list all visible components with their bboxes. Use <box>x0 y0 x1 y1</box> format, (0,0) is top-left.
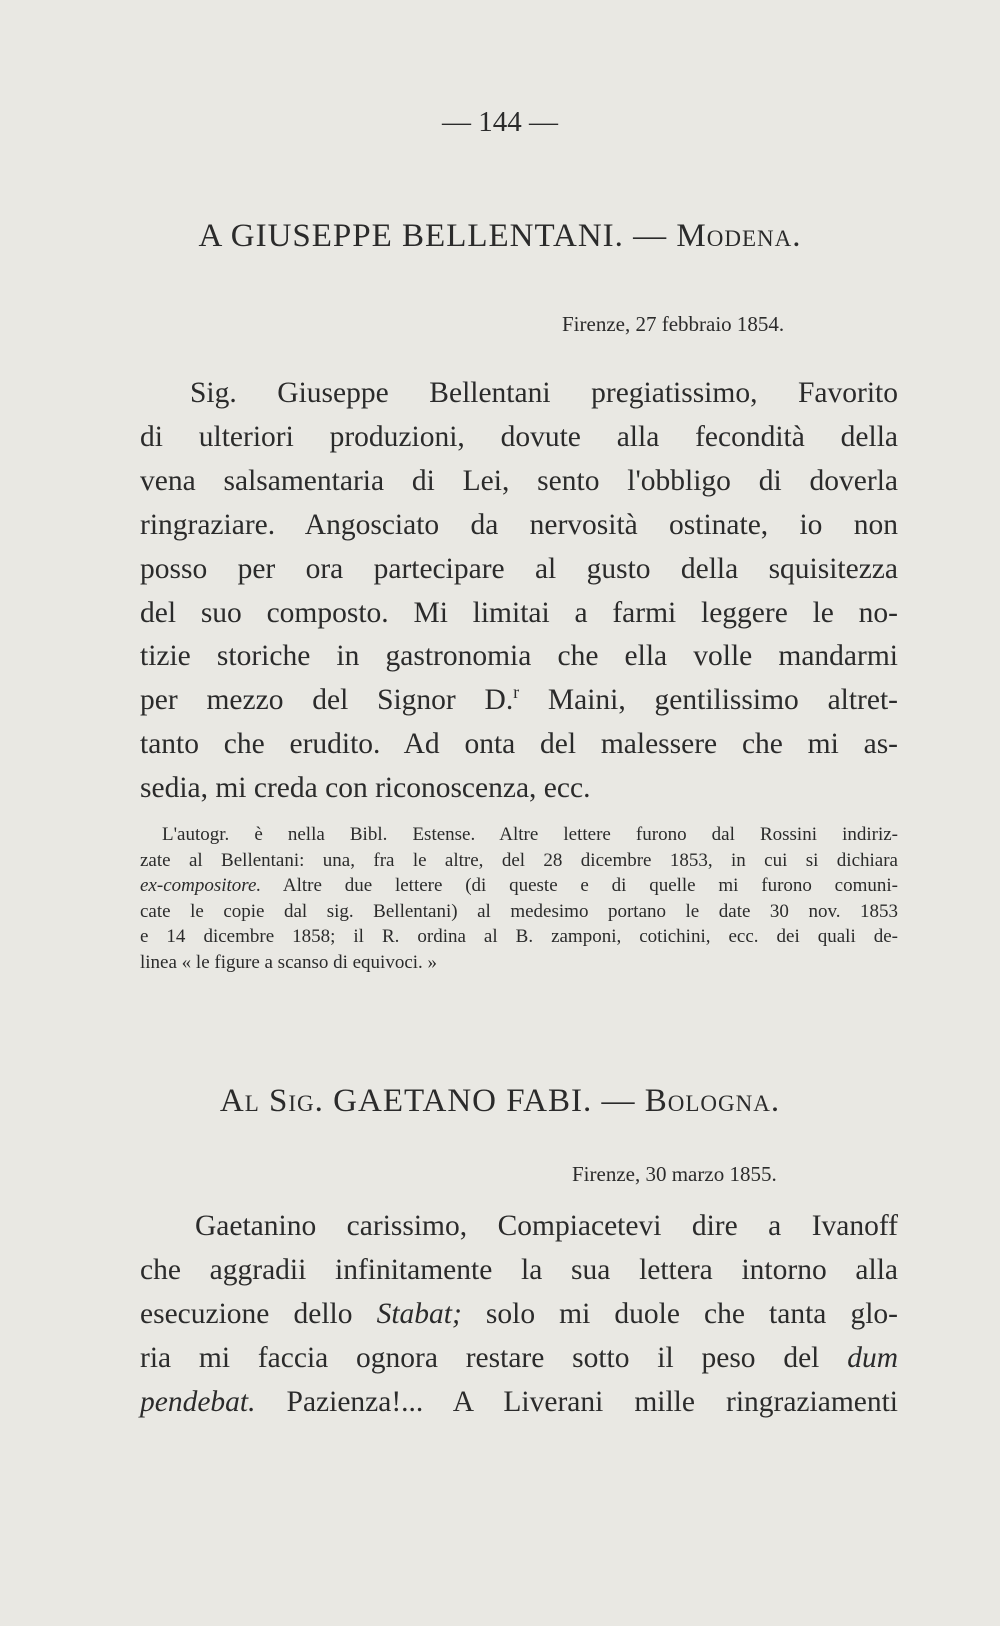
letter2-italic: dum <box>847 1341 898 1374</box>
letter1-line-part: per mezzo del Signor D. <box>140 684 514 717</box>
letter2-heading-recipient: GAETANO FABI. — <box>323 1083 645 1119</box>
letter1-date: Firenze, 27 febbraio 1854. <box>562 312 785 336</box>
superscript: r <box>513 682 520 703</box>
letter2-line: che aggradii infinitamente la sua lettera intorno alla <box>140 1253 898 1286</box>
footnote-line: e 14 dicembre 1858; il R. ordina al B. zamponi, cotichini, ecc. dei quali de- <box>140 926 898 948</box>
letter2-heading <box>0 1083 1000 1120</box>
letter2-line-part: solo mi duole che tanta glo- <box>461 1297 898 1330</box>
letter2-line-part: ria mi faccia ognora restare sotto il peso del <box>140 1341 848 1374</box>
letter2-heading-city: Bologna. <box>644 1083 781 1119</box>
letter1-line: Sig. Giuseppe Bellentani pregiatissimo, Favorito <box>190 377 898 409</box>
letter2-line: Gaetanino carissimo, Compiacetevi dire a Ivanoff <box>195 1210 898 1242</box>
letter2-line-part: esecuzione dello <box>140 1297 377 1330</box>
letter1-line: del suo composto. Mi limitai a farmi leggere le no- <box>140 596 898 629</box>
letter2-line-part: Pazienza!... A Liverani mille ringraziamenti <box>255 1385 898 1418</box>
letter1-line: posso per ora partecipare al gusto della squisitezza <box>140 552 898 585</box>
letter2-italic: Stabat; <box>376 1297 462 1330</box>
footnote-line: cate le copie dal sig. Bellentani) al medesimo portano le date 30 nov. 1853 <box>140 900 898 922</box>
letter1-line <box>140 679 898 723</box>
footnote-line: L'autogr. è nella Bibl. Estense. Altre lettere furono dal Rossini indiriz- <box>162 824 898 845</box>
letter2-line <box>140 1337 898 1381</box>
letter1-footnote <box>140 822 898 976</box>
letter2-body <box>140 1205 898 1425</box>
letter1-line: tizie storiche in gastronomia che ella volle mandarmi <box>140 640 898 673</box>
letter1-heading-city: Modena. <box>676 218 802 254</box>
footnote-line: linea « le figure a scanso di equivoci. » <box>140 951 438 973</box>
letter2-heading-salutation: Al Sig. <box>219 1083 324 1119</box>
letter2-italic: pendebat. <box>140 1385 256 1418</box>
letter2-line <box>140 1293 898 1337</box>
page-number: — 144 — <box>442 106 558 138</box>
letter2-line <box>140 1381 898 1425</box>
letter1-line: vena salsamentaria di Lei, sento l'obbligo di doverla <box>140 464 898 497</box>
letter1-body <box>140 372 898 811</box>
footnote-line: zate al Bellentani: una, fra le altre, del 28 dicembre 1853, in cui si dichiara <box>140 849 898 871</box>
letter1-line: sedia, mi creda con riconoscenza, ecc. <box>140 772 591 805</box>
letter1-line: di ulteriori produzioni, dovute alla fecondità della <box>140 420 898 453</box>
letter1-line-part: Maini, gentilissimo altret- <box>519 684 898 717</box>
footnote-line-part: Altre due lettere (di queste e di quelle mi furono comuni- <box>261 875 898 897</box>
letter1-line: tanto che erudito. Ad onta del malessere che mi as- <box>140 728 898 761</box>
letter1-line: ringraziare. Angosciato da nervosità ostinate, io non <box>140 508 898 541</box>
footnote-italic: ex-compositore. <box>140 875 262 897</box>
footnote-line <box>140 873 898 899</box>
letter1-heading-recipient: A GIUSEPPE BELLENTANI. — <box>198 218 677 254</box>
letter2-date: Firenze, 30 marzo 1855. <box>572 1162 777 1186</box>
letter1-heading <box>0 218 1000 255</box>
